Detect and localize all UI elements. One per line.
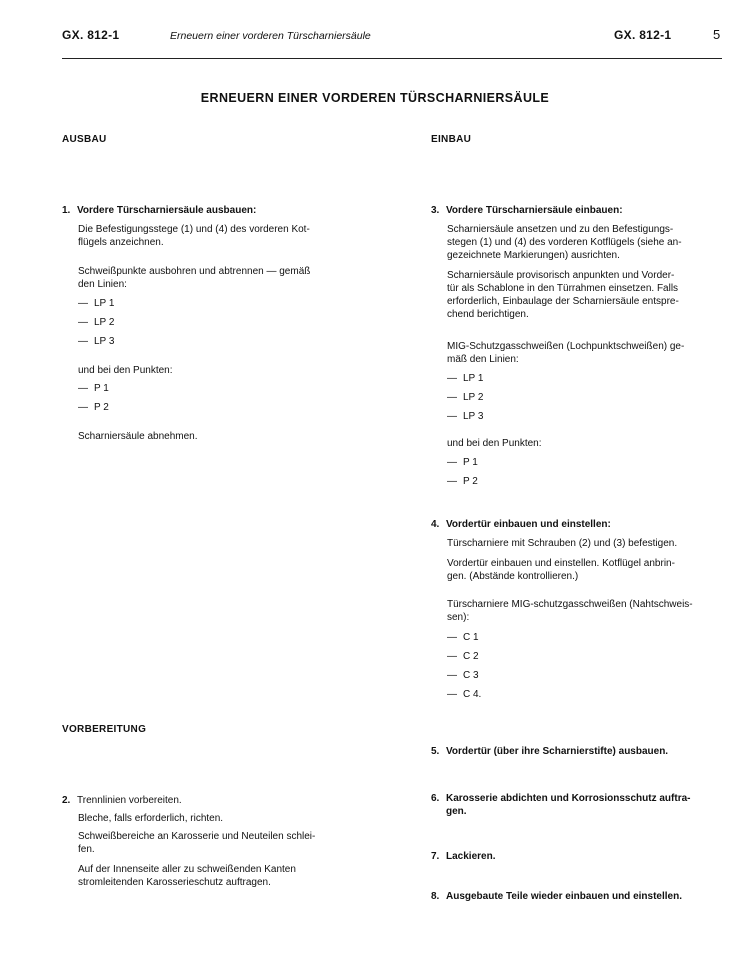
list-item-label: P 2 bbox=[463, 476, 478, 487]
list-item bbox=[447, 372, 483, 385]
dash-bullet: — bbox=[447, 632, 457, 643]
step-3-paragraph-1 bbox=[447, 223, 723, 262]
step-4-heading bbox=[431, 518, 611, 531]
list-item-label: P 2 bbox=[94, 402, 109, 413]
text-line: stegen (1) und (4) des vorderen Kotflügels (siehe an- bbox=[447, 237, 682, 248]
section-einbau: EINBAU bbox=[431, 134, 472, 145]
step-title: Trennlinien vorbereiten. bbox=[77, 795, 182, 806]
text-line: gezeichnete Markierungen) ausrichten. bbox=[447, 250, 620, 261]
list-item-label: LP 3 bbox=[463, 411, 484, 422]
step-number: 8. bbox=[431, 891, 440, 902]
step-title: Vordertür (über ihre Scharnierstifte) ausbauen. bbox=[446, 746, 669, 757]
list-item bbox=[78, 335, 114, 348]
step-title-line: gen. bbox=[446, 806, 467, 817]
section-vorbereitung: VORBEREITUNG bbox=[62, 724, 147, 735]
text-line: MIG-Schutzgasschweißen (Lochpunktschweißen) ge- bbox=[447, 341, 685, 352]
dash-bullet: — bbox=[447, 411, 457, 422]
step-3-paragraph-3 bbox=[447, 340, 723, 366]
list-item bbox=[447, 475, 478, 488]
main-title: ERNEUERN EINER VORDEREN TÜRSCHARNIERSÄULE bbox=[200, 91, 550, 105]
list-item bbox=[447, 669, 479, 682]
dash-bullet: — bbox=[447, 651, 457, 662]
list-item-label: C 1 bbox=[463, 632, 479, 643]
text-line: mäß den Linien: bbox=[447, 354, 519, 365]
text-line: Schweißbereiche an Karosserie und Neuteilen schlei- bbox=[78, 831, 316, 842]
step-2-paragraph-1: Bleche, falls erforderlich, richten. bbox=[78, 813, 224, 824]
list-item bbox=[447, 391, 483, 404]
list-item-label: LP 2 bbox=[94, 317, 115, 328]
step-8-heading bbox=[431, 890, 682, 903]
step-4-paragraph-3 bbox=[447, 598, 723, 624]
list-item-label: LP 3 bbox=[94, 336, 115, 347]
text-line: flügels anzeichnen. bbox=[78, 237, 164, 248]
step-title: Ausgebaute Teile wieder einbauen und einstellen. bbox=[446, 891, 682, 902]
step-title: Karosserie abdichten und Korrosionsschutz auftra- bbox=[446, 793, 691, 804]
dash-bullet: — bbox=[78, 298, 88, 309]
text-line: chend berichtigen. bbox=[447, 309, 529, 320]
header-title: Erneuern einer vorderen Türscharniersäule bbox=[170, 30, 371, 42]
dash-bullet: — bbox=[447, 476, 457, 487]
header-rule bbox=[62, 58, 722, 59]
step-4-paragraph-1: Türscharniere mit Schrauben (2) und (3) befestigen. bbox=[447, 538, 678, 549]
text-line: stromleitenden Karosserieschutz auftragen. bbox=[78, 877, 271, 888]
step-7-heading bbox=[431, 850, 495, 863]
step-title: Vordere Türscharniersäule einbauen: bbox=[446, 205, 623, 216]
list-item bbox=[78, 382, 109, 395]
step-1-paragraph-3: und bei den Punkten: bbox=[78, 365, 173, 376]
list-item-label: LP 2 bbox=[463, 392, 484, 403]
step-number: 7. bbox=[431, 851, 440, 862]
dash-bullet: — bbox=[78, 383, 88, 394]
section-ausbau: AUSBAU bbox=[62, 134, 107, 145]
text-line: Die Befestigungsstege (1) und (4) des vorderen Kot- bbox=[78, 224, 310, 235]
text-line: Scharniersäule ansetzen und zu den Befestigungs- bbox=[447, 224, 674, 235]
text-line: Auf der Innenseite aller zu schweißenden Kanten bbox=[78, 864, 296, 875]
step-number: 5. bbox=[431, 746, 440, 757]
list-item-label: P 1 bbox=[463, 457, 478, 468]
text-line: Vordertür einbauen und einstellen. Kotflügel anbrin- bbox=[447, 558, 675, 569]
step-1-paragraph-4: Scharniersäule abnehmen. bbox=[78, 431, 198, 442]
step-6-heading bbox=[431, 792, 723, 818]
step-1-paragraph-1 bbox=[78, 223, 354, 249]
dash-bullet: — bbox=[447, 670, 457, 681]
step-number: 3. bbox=[431, 205, 440, 216]
dash-bullet: — bbox=[78, 336, 88, 347]
list-item bbox=[447, 631, 479, 644]
step-title: Vordertür einbauen und einstellen: bbox=[446, 519, 611, 530]
header-code-right: GX. 812-1 bbox=[614, 28, 672, 42]
step-3-heading bbox=[431, 204, 623, 217]
step-2-paragraph-2 bbox=[78, 830, 354, 856]
list-item bbox=[78, 297, 114, 310]
list-item bbox=[447, 456, 478, 469]
step-5-heading bbox=[431, 745, 668, 758]
text-line: Türscharniere MIG-schutzgasschweißen (Nahtschweis- bbox=[447, 599, 693, 610]
text-line: Schweißpunkte ausbohren und abtrennen — gemäß bbox=[78, 266, 311, 277]
header-code-left: GX. 812-1 bbox=[62, 28, 120, 42]
dash-bullet: — bbox=[447, 392, 457, 403]
list-item bbox=[447, 650, 479, 663]
text-line: fen. bbox=[78, 844, 95, 855]
page-number: 5 bbox=[713, 27, 721, 42]
step-title: Vordere Türscharniersäule ausbauen: bbox=[77, 205, 257, 216]
step-1-heading bbox=[62, 204, 256, 217]
step-2-heading bbox=[62, 794, 182, 807]
list-item-label: C 3 bbox=[463, 670, 479, 681]
step-3-paragraph-4: und bei den Punkten: bbox=[447, 438, 542, 449]
step-title: Lackieren. bbox=[446, 851, 496, 862]
text-line: gen. (Abstände kontrollieren.) bbox=[447, 571, 579, 582]
step-3-paragraph-2 bbox=[447, 269, 723, 321]
text-line: Scharniersäule provisorisch anpunkten und Vorder- bbox=[447, 270, 675, 281]
step-number: 6. bbox=[431, 793, 440, 804]
list-item bbox=[447, 410, 483, 423]
list-item bbox=[78, 316, 114, 329]
text-line: den Linien: bbox=[78, 279, 127, 290]
list-item-label: LP 1 bbox=[463, 373, 484, 384]
list-item bbox=[447, 688, 481, 701]
list-item-label: LP 1 bbox=[94, 298, 115, 309]
step-2-paragraph-3 bbox=[78, 863, 354, 889]
text-line: sen): bbox=[447, 612, 470, 623]
dash-bullet: — bbox=[447, 457, 457, 468]
text-line: tür als Schablone in den Türrahmen einsetzen. Falls bbox=[447, 283, 679, 294]
step-number: 2. bbox=[62, 795, 71, 806]
step-title-line bbox=[431, 792, 723, 805]
dash-bullet: — bbox=[447, 689, 457, 700]
dash-bullet: — bbox=[78, 402, 88, 413]
list-item bbox=[78, 401, 109, 414]
step-number: 1. bbox=[62, 205, 71, 216]
dash-bullet: — bbox=[78, 317, 88, 328]
step-1-paragraph-2 bbox=[78, 265, 354, 291]
list-item-label: P 1 bbox=[94, 383, 109, 394]
list-item-label: C 4. bbox=[463, 689, 482, 700]
step-number: 4. bbox=[431, 519, 440, 530]
dash-bullet: — bbox=[447, 373, 457, 384]
step-4-paragraph-2 bbox=[447, 557, 723, 583]
text-line: erforderlich, Einbaulage der Scharniersäule entspre- bbox=[447, 296, 679, 307]
list-item-label: C 2 bbox=[463, 651, 479, 662]
